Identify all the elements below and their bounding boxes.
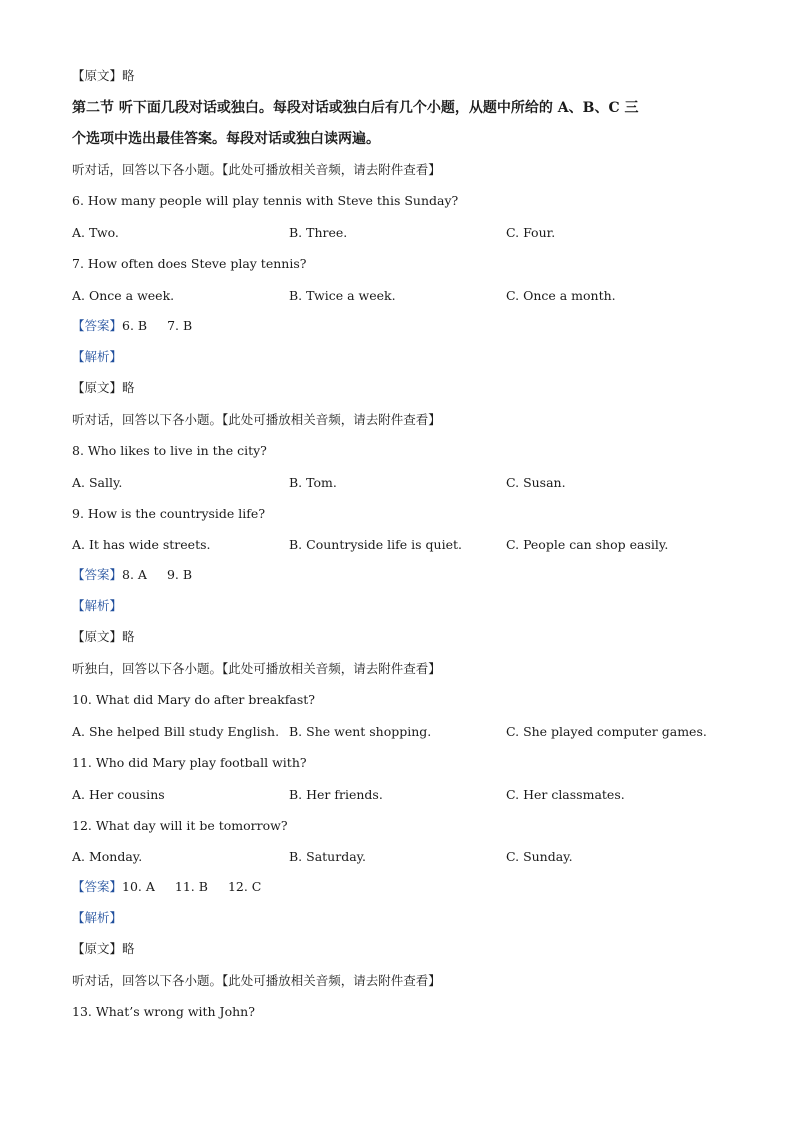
answer-value: 9. B [166, 567, 193, 582]
q10-option-b: B. She went shopping. [289, 724, 432, 739]
q7-option-b: B. Twice a week. [289, 288, 396, 303]
q11-option-c: C. Her classmates. [506, 787, 625, 802]
q7-option-c: C. Once a month. [506, 288, 616, 303]
answer-value: 8. A [122, 567, 147, 582]
question-11: 11. Who did Mary play football with? [72, 755, 307, 770]
answer-value: 10. A [122, 879, 155, 894]
original-text-omitted: 【原文】略 [72, 68, 135, 83]
analysis-tag: 【解析】 [72, 910, 123, 925]
listening-instruction: 听对话，回答以下各小题。【此处可播放相关音频，请去附件查看】 [72, 162, 441, 177]
q6-option-c: C. Four. [506, 225, 556, 240]
analysis-tag: 【解析】 [72, 349, 123, 364]
answer-value: 12. C [227, 879, 262, 894]
original-text-omitted: 【原文】略 [72, 941, 135, 956]
q10-option-a: A. She helped Bill study English. [72, 724, 280, 739]
listening-instruction-monologue: 听独白，回答以下各小题。【此处可播放相关音频，请去附件查看】 [72, 661, 441, 676]
q6-option-b: B. Three. [289, 225, 348, 240]
answer-value: 11. B [174, 879, 208, 894]
q12-option-a: A. Monday. [72, 849, 143, 864]
question-13: 13. What’s wrong with John? [72, 1004, 255, 1019]
q11-option-a: A. Her cousins [72, 787, 165, 802]
q10-option-c: C. She played computer games. [506, 724, 707, 739]
answer-tag: 【答案】 [72, 879, 123, 894]
answer-line-6-7 [72, 318, 192, 334]
section-heading-line1: 第二节 听下面几段对话或独白。每段对话或独白后有几个小题，从题中所给的 A、B、C 三 [72, 100, 639, 116]
question-9: 9. How is the countryside life? [72, 506, 266, 521]
q8-option-a: A. Sally. [72, 475, 123, 490]
section-heading-line2: 个选项中选出最佳答案。每段对话或独白读两遍。 [72, 131, 380, 147]
answer-tag: 【答案】 [72, 567, 123, 582]
analysis-tag: 【解析】 [72, 598, 123, 613]
q9-option-c: C. People can shop easily. [506, 537, 669, 552]
q12-option-b: B. Saturday. [289, 849, 367, 864]
q8-option-c: C. Susan. [506, 475, 566, 490]
q6-option-a: A. Two. [72, 225, 119, 240]
original-text-omitted: 【原文】略 [72, 629, 135, 644]
answer-value: 7. B [167, 318, 193, 333]
original-text-omitted: 【原文】略 [72, 380, 135, 395]
answer-tag: 【答案】 [72, 318, 123, 333]
listening-instruction: 听对话，回答以下各小题。【此处可播放相关音频，请去附件查看】 [72, 973, 441, 988]
q11-option-b: B. Her friends. [289, 787, 383, 802]
q7-option-a: A. Once a week. [72, 288, 175, 303]
question-8: 8. Who likes to live in the city? [72, 443, 267, 458]
question-6: 6. How many people will play tennis with Steve this Sunday? [72, 193, 459, 208]
question-7: 7. How often does Steve play tennis? [72, 256, 307, 271]
q12-option-c: C. Sunday. [506, 849, 573, 864]
question-12: 12. What day will it be tomorrow? [72, 818, 288, 833]
q8-option-b: B. Tom. [289, 475, 337, 490]
q9-option-a: A. It has wide streets. [72, 537, 211, 552]
question-10: 10. What did Mary do after breakfast? [72, 692, 316, 707]
answer-line-10-12 [72, 879, 261, 895]
answer-line-8-9 [72, 567, 192, 583]
q9-option-b: B. Countryside life is quiet. [289, 537, 462, 552]
answer-value: 6. B [122, 318, 148, 333]
listening-instruction: 听对话，回答以下各小题。【此处可播放相关音频，请去附件查看】 [72, 412, 441, 427]
